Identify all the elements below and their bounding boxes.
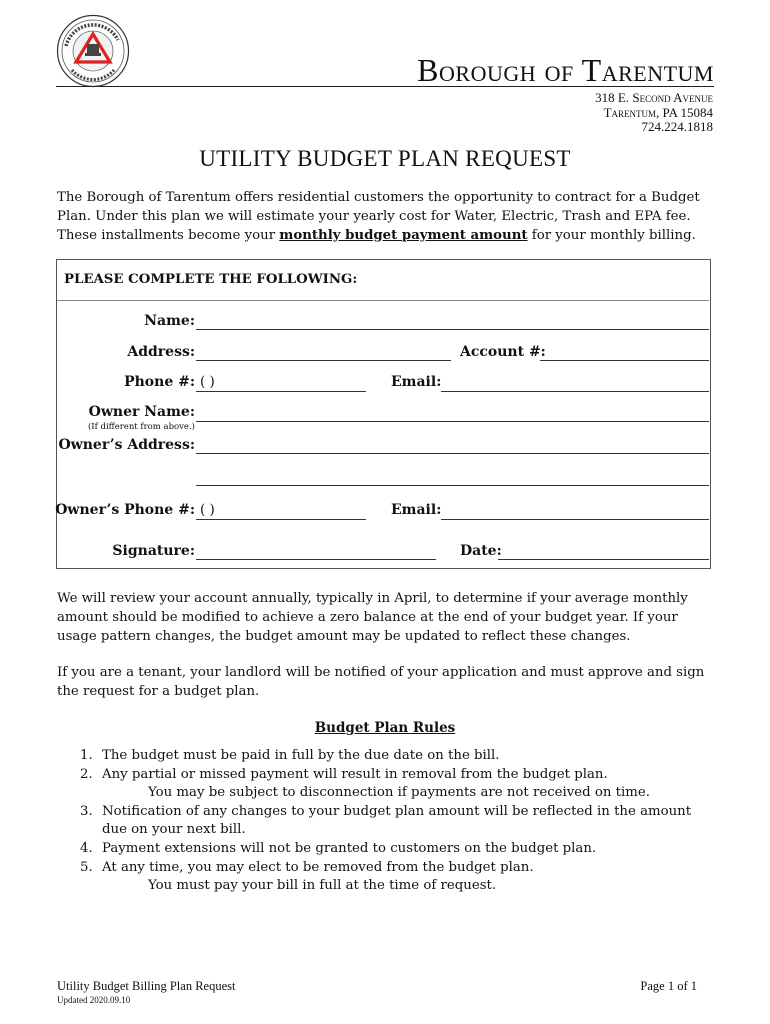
owner-phone-area-code: ( ) xyxy=(200,502,215,518)
owner-phone-field[interactable] xyxy=(196,519,366,520)
borough-seal-logo xyxy=(56,14,130,88)
phone-number: 724.224.1818 xyxy=(641,119,713,134)
header-divider xyxy=(56,86,714,87)
signature-label: Signature: xyxy=(112,543,195,559)
review-paragraph: We will review your account annually, typically in April, to determine if your average monthly amount should be modified to achieve a zero balance at the end of your budget year. If your usage pattern changes, the budget amount may be updated to reflect these changes. xyxy=(57,591,688,644)
owner-name-label: Owner Name: xyxy=(88,404,195,420)
address-line-2: Tarentum, PA 15084 xyxy=(603,105,713,120)
rule-text-continuation: You must pay your bill in full at the time of request. xyxy=(148,878,497,893)
owner-address-field-line-1[interactable] xyxy=(196,453,709,454)
phone-field[interactable] xyxy=(196,391,366,392)
footer-document-name: Utility Budget Billing Plan Request xyxy=(57,979,236,993)
address-field[interactable] xyxy=(196,360,451,361)
rules-title: Budget Plan Rules xyxy=(314,720,456,736)
tenant-paragraph: If you are a tenant, your landlord will be notified of your application and must approve and sign the request for a budget plan. xyxy=(57,665,705,699)
intro-text-end: for your monthly billing. xyxy=(527,228,696,243)
date-label: Date: xyxy=(460,543,502,559)
rule-text-continuation: You may be subject to disconnection if payments are not received on time. xyxy=(148,785,650,800)
owner-email-field[interactable] xyxy=(441,519,709,520)
rule-number: 3. xyxy=(80,804,93,819)
form-heading: PLEASE COMPLETE THE FOLLOWING: xyxy=(64,272,358,287)
rule-text: At any time, you may elect to be removed from the budget plan. xyxy=(102,860,534,875)
owner-name-note: (If different from above.) xyxy=(87,422,195,432)
owner-address-field-line-2[interactable] xyxy=(196,485,709,486)
rule-number: 2. xyxy=(80,767,93,782)
name-field[interactable] xyxy=(196,329,709,330)
date-field[interactable] xyxy=(498,559,709,560)
rule-text: Any partial or missed payment will result in removal from the budget plan. xyxy=(102,767,608,782)
rule-number: 1. xyxy=(80,748,93,763)
rule-text: The budget must be paid in full by the due date on the bill. xyxy=(102,748,500,763)
owner-email-label: Email: xyxy=(391,502,442,518)
signature-field[interactable] xyxy=(196,559,436,560)
rule-number: 5. xyxy=(80,860,93,875)
footer-page-number: Page 1 of 1 xyxy=(640,979,697,993)
owner-phone-label: Owner’s Phone #: xyxy=(55,502,195,518)
rule-text: Payment extensions will not be granted to customers on the budget plan. xyxy=(102,841,597,856)
email-field[interactable] xyxy=(441,391,709,392)
email-label: Email: xyxy=(391,374,442,390)
borough-title: Borough of Tarentum xyxy=(417,52,714,88)
account-label: Account #: xyxy=(460,344,546,360)
rule-text: Notification of any changes to your budget plan amount will be reflected in the amount xyxy=(102,804,692,819)
intro-text: The Borough of Tarentum offers residential customers the opportunity to contract for a Budget Plan. Under this plan we will estimate your yearly cost for Water, Electric, Trash and EPA fee. These installments become your xyxy=(57,190,700,243)
footer-updated-date: Updated 2020.09.10 xyxy=(57,995,131,1005)
address-label: Address: xyxy=(127,344,195,360)
rule-text-continuation: due on your next bill. xyxy=(102,822,246,837)
account-field[interactable] xyxy=(540,360,709,361)
phone-area-code: ( ) xyxy=(200,374,215,390)
address-line-1: 318 E. Second Avenue xyxy=(595,90,713,105)
name-label: Name: xyxy=(144,313,195,329)
phone-label: Phone #: xyxy=(124,374,195,390)
owner-address-label: Owner’s Address: xyxy=(58,437,195,453)
document-title: UTILITY BUDGET PLAN REQUEST xyxy=(199,146,571,171)
intro-bold-text: monthly budget payment amount xyxy=(279,228,528,243)
owner-name-field[interactable] xyxy=(196,421,709,422)
intro-paragraph xyxy=(57,188,717,245)
form-header-divider xyxy=(57,300,709,301)
rule-number: 4. xyxy=(80,841,93,856)
